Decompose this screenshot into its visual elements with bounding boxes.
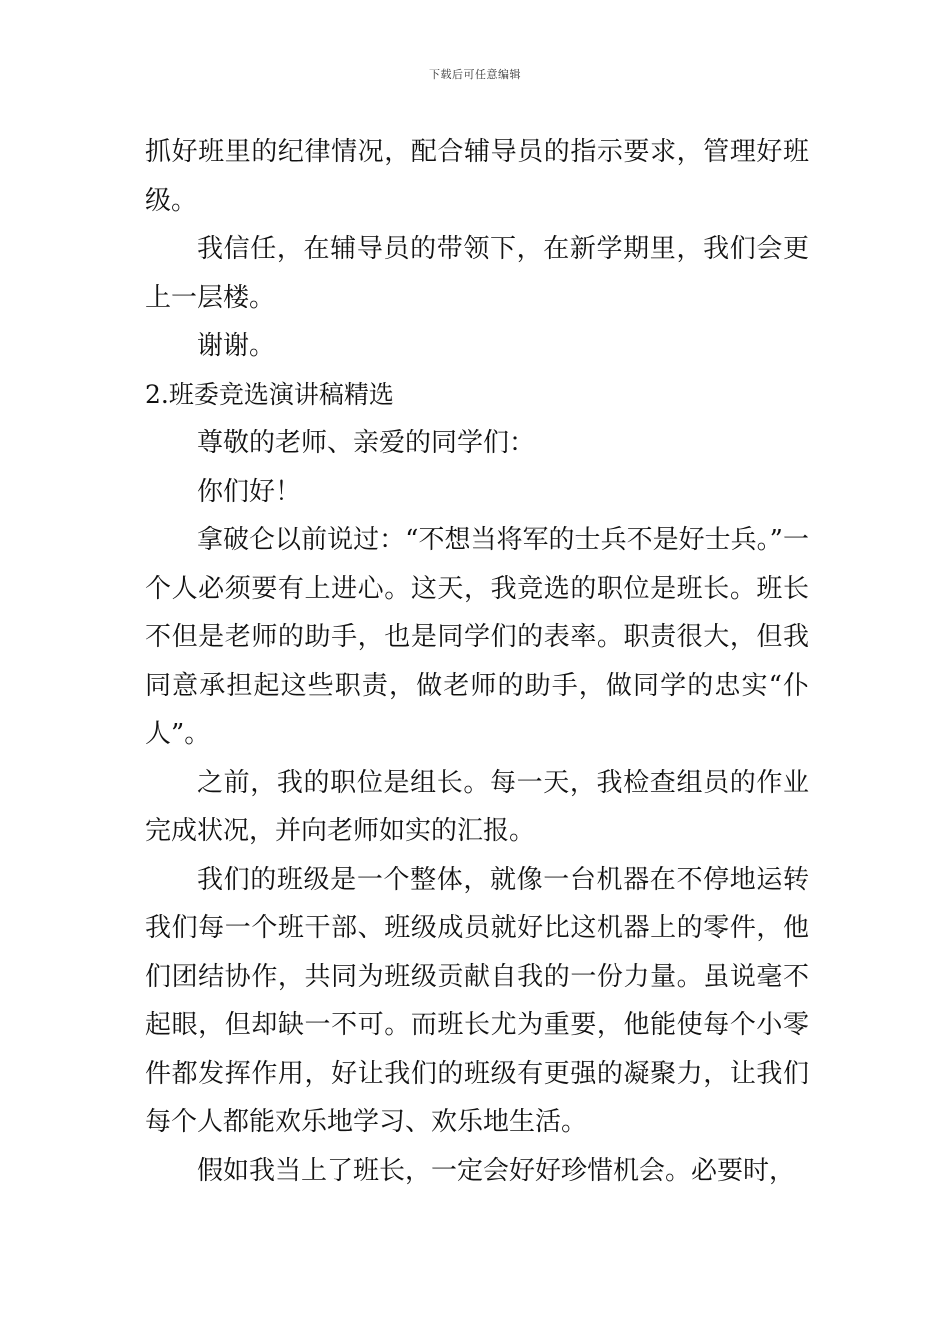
paragraph-previous-role: 之前，我的职位是组长。每一天，我检查组员的作业完成状况，并向老师如实的汇报。 <box>145 767 809 846</box>
paragraph-belief: 我信任，在辅导员的带领下，在新学期里，我们会更上一层楼。 <box>145 234 809 313</box>
paragraph-class-machine: 我们的班级是一个整体，就像一台机器在不停地运转我们每一个班干部、班级成员就好比这机器上的零件，他们团结协作，共同为班级贡献自我的一份力量。虽说毫不起眼，但却缺一不可。而班长尤为重要，他能使每个小零件都发挥作用，好让我们的班级有更强的凝聚力，让我们每个人都能欢乐地学习、欢乐地生活。 <box>145 864 809 1137</box>
paragraph-hello: 你们好！ <box>197 476 302 507</box>
page-header: 下载后可任意编辑 <box>429 68 521 81</box>
paragraph-if-elected: 假如我当上了班长，一定会好好珍惜机会。必要时， <box>197 1155 796 1186</box>
paragraph-greeting: 尊敬的老师、亲爱的同学们： <box>197 428 536 458</box>
paragraph-thanks: 谢谢。 <box>197 331 276 361</box>
document-body <box>145 128 809 1195</box>
section-heading: 2.班委竞选演讲稿精选 <box>145 379 394 409</box>
paragraph-napoleon: 拿破仑以前说过：“不想当将军的士兵不是好士兵。”一个人必须要有上进心。这天，我竞选的职位是班长。班长不但是老师的助手，也是同学们的表率。职责很大，但我同意承担起这些职责，做老师的助手，做同学的忠实“仆人”。 <box>145 525 809 749</box>
paragraph-continuation: 抓好班里的纪律情况，配合辅导员的指示要求，管理好班级。 <box>145 137 809 216</box>
